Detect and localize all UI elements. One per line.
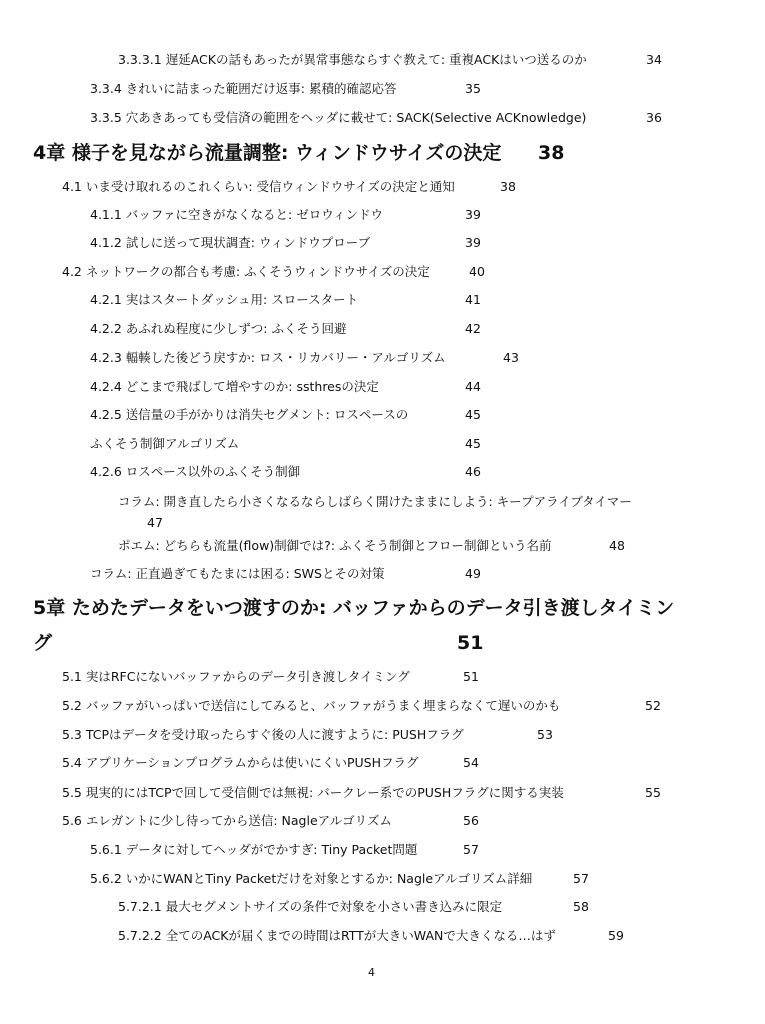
toc-page-number: 36 bbox=[646, 110, 662, 125]
toc-entry[interactable]: 5.5 現実的にはTCPで回して受信側では無視: バークレー系でのPUSHフラグに関する実装 bbox=[62, 785, 564, 800]
toc-entry[interactable]: 4.2.4 どこまで飛ばして増やすのか: ssthresの決定 bbox=[90, 379, 379, 394]
toc-page-number: 44 bbox=[465, 379, 481, 394]
toc-page-number: 48 bbox=[609, 538, 625, 553]
chapter-title[interactable]: 4章 様子を見ながら流量調整: ウィンドウサイズの決定 bbox=[33, 142, 502, 164]
toc-page-number: 39 bbox=[465, 207, 481, 222]
toc-page-number: 35 bbox=[465, 81, 481, 96]
toc-page-number: 54 bbox=[463, 755, 479, 770]
toc-entry[interactable]: 4.1.1 バッファに空きがなくなると: ゼロウィンドウ bbox=[90, 207, 383, 222]
toc-entry[interactable]: 4.1.2 試しに送って現状調査: ウィンドウプローブ bbox=[90, 235, 371, 250]
toc-entry[interactable]: 3.3.4 きれいに詰まった範囲だけ返事: 累積的確認応答 bbox=[90, 81, 397, 96]
toc-entry[interactable]: 5.7.2.1 最大セグメントサイズの条件で対象を小さい書き込みに限定 bbox=[118, 899, 503, 914]
toc-page-number: 38 bbox=[538, 142, 565, 164]
toc-page-number: 57 bbox=[573, 871, 589, 886]
toc-entry[interactable]: 4.2.5 送信量の手がかりは消失セグメント: ロスペースの bbox=[90, 407, 409, 422]
chapter-title-continuation: グ bbox=[33, 632, 53, 654]
toc-entry[interactable]: 4.2 ネットワークの都合も考慮: ふくそうウィンドウサイズの決定 bbox=[62, 264, 430, 279]
toc-entry[interactable]: 5.1 実はRFCにないバッファからのデータ引き渡しタイミング bbox=[62, 669, 410, 684]
toc-page-number: 59 bbox=[608, 928, 624, 943]
toc-entry[interactable]: ふくそう制御アルゴリズム bbox=[90, 436, 240, 451]
toc-page-number: 42 bbox=[465, 321, 481, 336]
toc-entry[interactable]: 4.2.1 実はスタートダッシュ用: スロースタート bbox=[90, 292, 359, 307]
toc-page-number: 47 bbox=[147, 515, 163, 530]
toc-page-number: 43 bbox=[503, 350, 519, 365]
toc-page-number: 55 bbox=[645, 785, 661, 800]
page-number-footer: 4 bbox=[368, 966, 375, 979]
toc-page-number: 39 bbox=[465, 235, 481, 250]
toc-entry[interactable]: 3.3.3.1 遅延ACKの話もあったが異常事態ならすぐ教えて: 重複ACKはいつ送るのか bbox=[118, 52, 587, 67]
toc-page-number: 58 bbox=[573, 899, 589, 914]
toc-page-number: 45 bbox=[465, 407, 481, 422]
toc-entry[interactable]: 5.6 エレガントに少し待ってから送信: Nagleアルゴリズム bbox=[62, 813, 392, 828]
toc-page-number: 46 bbox=[465, 464, 481, 479]
toc-entry[interactable]: 4.2.6 ロスペース以外のふくそう制御 bbox=[90, 464, 301, 479]
toc-page-number: 51 bbox=[457, 632, 484, 654]
toc-page-number: 41 bbox=[465, 292, 481, 307]
toc-entry[interactable]: 5.3 TCPはデータを受け取ったらすぐ後の人に渡すように: PUSHフラグ bbox=[62, 727, 464, 742]
toc-page-number: 51 bbox=[463, 669, 479, 684]
chapter-title[interactable]: 5章 ためたデータをいつ渡すのか: バッファからのデータ引き渡しタイミン bbox=[33, 597, 675, 619]
toc-page-number: 56 bbox=[463, 813, 479, 828]
toc-entry[interactable]: 4.2.3 輻輳した後どう戻すか: ロス・リカバリー・アルゴリズム bbox=[90, 350, 446, 365]
toc-page-number: 45 bbox=[465, 436, 481, 451]
toc-entry[interactable]: ポエム: どちらも流量(flow)制御では?: ふくそう制御とフロー制御という名前 bbox=[118, 538, 552, 553]
toc-entry[interactable]: コラム: 正直過ぎてもたまには困る: SWSとその対策 bbox=[90, 566, 385, 581]
toc-entry[interactable]: 3.3.5 穴あきあっても受信済の範囲をヘッダに載せて: SACK(Selective ACKnowledge) bbox=[90, 110, 587, 125]
toc-page-number: 53 bbox=[537, 727, 553, 742]
toc-entry[interactable]: 4.2.2 あふれぬ程度に少しずつ: ふくそう回避 bbox=[90, 321, 347, 336]
toc-page-number: 49 bbox=[465, 566, 481, 581]
toc-entry[interactable]: 5.7.2.2 全てのACKが届くまでの時間はRTTが大きいWANで大きくなる…はず bbox=[118, 928, 556, 943]
toc-entry[interactable]: 5.2 バッファがいっぱいで送信にしてみると、バッファがうまく埋まらなくて遅いのかも bbox=[62, 698, 561, 713]
toc-entry[interactable]: 5.4 アプリケーションプログラムからは使いにくいPUSHフラグ bbox=[62, 755, 419, 770]
toc-entry[interactable]: コラム: 開き直したら小さくなるならしばらく開けたままにしよう: キープアライブタイマー bbox=[118, 494, 632, 509]
toc-page-number: 52 bbox=[645, 698, 661, 713]
toc-page-number: 40 bbox=[469, 264, 485, 279]
toc-entry[interactable]: 4.1 いま受け取れるのこれくらい: 受信ウィンドウサイズの決定と通知 bbox=[62, 179, 455, 194]
toc-entry[interactable]: 5.6.1 データに対してヘッダがでかすぎ: Tiny Packet問題 bbox=[90, 842, 418, 857]
toc-page-number: 57 bbox=[463, 842, 479, 857]
toc-page-number: 38 bbox=[500, 179, 516, 194]
toc-page-number: 34 bbox=[646, 52, 662, 67]
toc-entry[interactable]: 5.6.2 いかにWANとTiny Packetだけを対象とするか: Nagleアルゴリズム詳細 bbox=[90, 871, 533, 886]
